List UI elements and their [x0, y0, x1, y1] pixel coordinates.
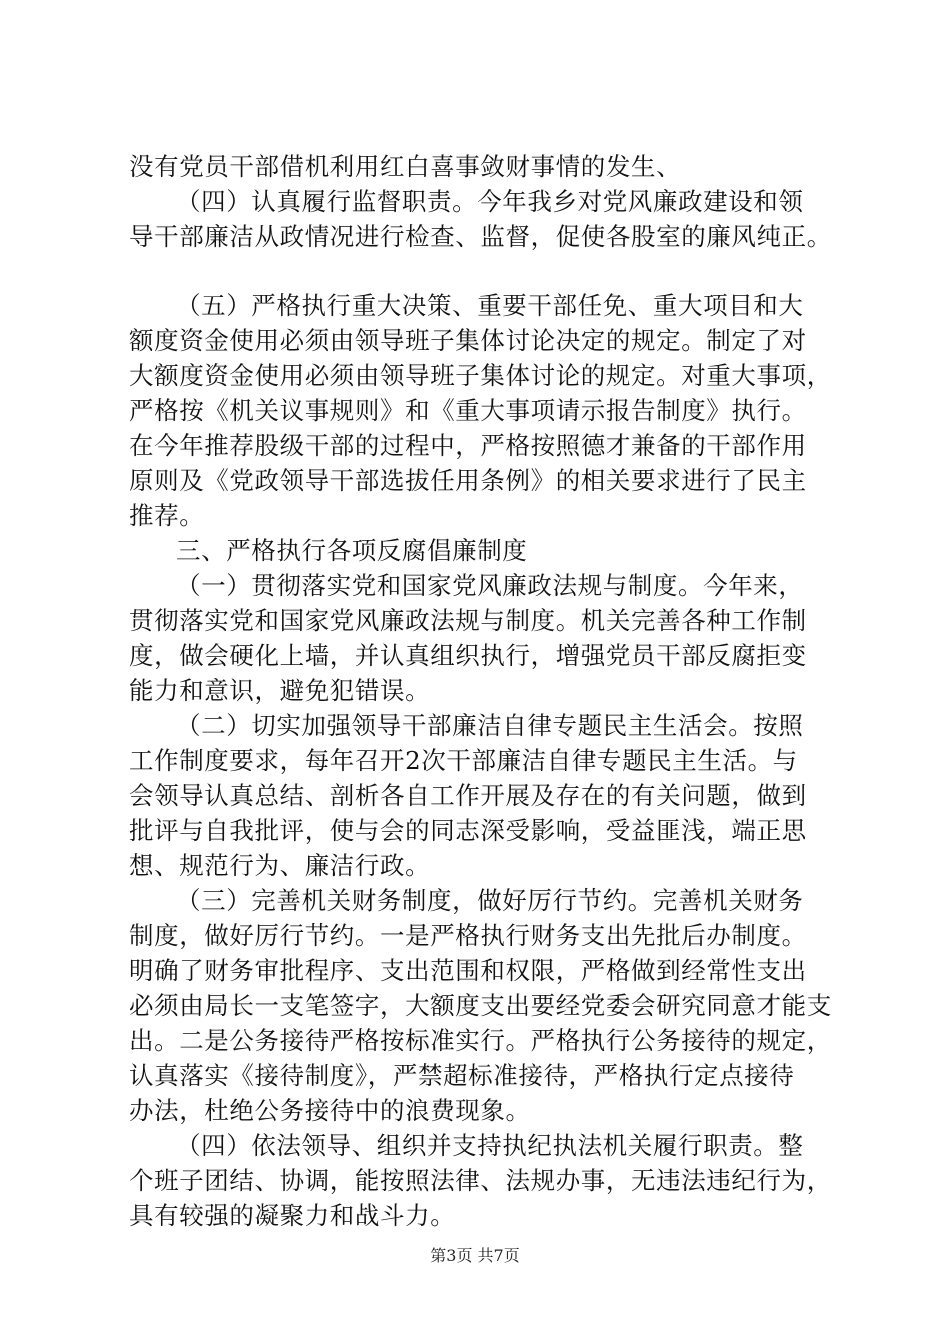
body-line: （五）严格执行重大决策、重要干部任免、重大项目和大: [176, 291, 804, 320]
body-line: 想、规范行为、廉洁行政。: [129, 851, 431, 880]
body-line: 认真落实《接待制度》，严禁超标准接待，严格执行定点接待: [129, 1061, 795, 1090]
body-line: （四）依法领导、组织并支持执纪执法机关履行职责。整: [176, 1131, 804, 1160]
body-line: 具有较强的凝聚力和战斗力。: [129, 1201, 456, 1230]
body-line: 没有党员干部借机利用红白喜事敛财事情的发生、: [129, 152, 682, 181]
body-line: （四）认真履行监督职责。今年我乡对党风廉政建设和领: [176, 187, 804, 216]
body-line: 能力和意识，避免犯错误。: [129, 676, 431, 705]
body-line: 在今年推荐股级干部的过程中，严格按照德才兼备的干部作用: [129, 431, 807, 460]
body-line: 会领导认真总结、剖析各自工作开展及存在的有关问题，做到: [129, 781, 807, 810]
body-line: （一）贯彻落实党和国家党风廉政法规与制度。今年来，: [176, 571, 804, 600]
body-line: 工作制度要求，每年召开2次干部廉洁自律专题民主生活。与: [129, 746, 798, 775]
body-line: 制度，做好厉行节约。一是严格执行财务支出先批后办制度。: [129, 921, 807, 950]
body-line: 个班子团结、协调，能按照法律、法规办事，无违法违纪行为，: [129, 1166, 832, 1195]
body-line: 必须由局长一支笔签字，大额度支出要经党委会研究同意才能支: [129, 991, 832, 1020]
body-line: 推荐。: [129, 501, 205, 530]
body-line: 大额度资金使用必须由领导班子集体讨论的规定。对重大事项，: [129, 361, 832, 390]
body-line: 办法，杜绝公务接待中的浪费现象。: [129, 1096, 531, 1125]
body-line: （二）切实加强领导干部廉洁自律专题民主生活会。按照: [176, 711, 804, 740]
body-line: （三）完善机关财务制度，做好厉行节约。完善机关财务: [176, 886, 804, 915]
body-line: 额度资金使用必须由领导班子集体讨论决定的规定。制定了对: [129, 326, 807, 355]
body-line: 导干部廉洁从政情况进行检查、监督，促使各股室的廉风纯正。: [129, 222, 832, 251]
section-heading: 三、严格执行各项反腐倡廉制度: [176, 536, 528, 565]
body-line: 严格按《机关议事规则》和《重大事项请示报告制度》执行。: [129, 396, 807, 425]
body-line: 出。二是公务接待严格按标准实行。严格执行公务接待的规定，: [129, 1026, 832, 1055]
page-number-footer: 第3页 共7页: [430, 1246, 520, 1265]
body-line: 度，做会硬化上墙，并认真组织执行，增强党员干部反腐拒变: [129, 641, 807, 670]
body-line: 原则及《党政领导干部选拔任用条例》的相关要求进行了民主: [129, 466, 807, 495]
body-line: 明确了财务审批程序、支出范围和权限，严格做到经常性支出: [129, 956, 807, 985]
body-line: 批评与自我批评，使与会的同志深受影响，受益匪浅，端正思: [129, 816, 807, 845]
body-line: 贯彻落实党和国家党风廉政法规与制度。机关完善各种工作制: [129, 606, 807, 635]
